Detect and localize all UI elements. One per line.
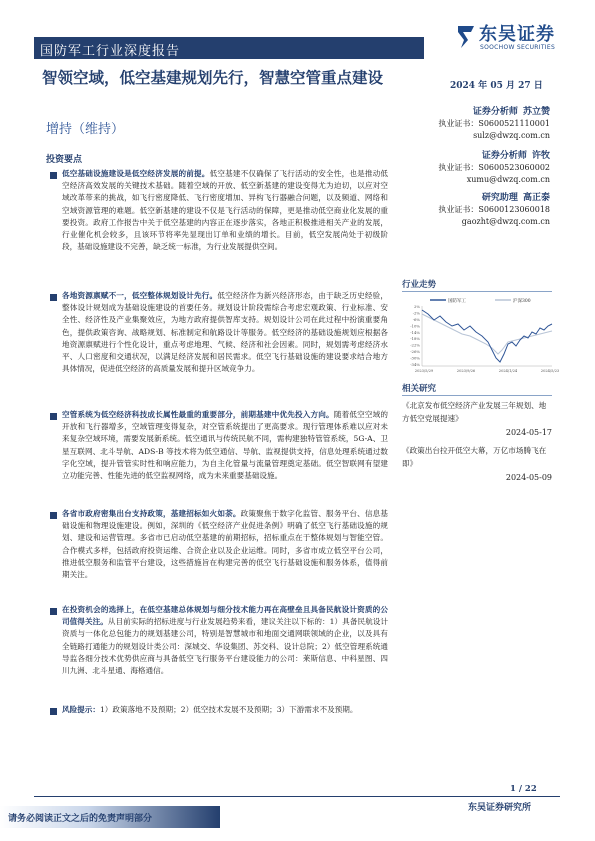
bullet-icon <box>50 413 57 420</box>
related-date-2: 2024-05-09 <box>505 473 552 482</box>
legend-label-1: 国防军工 <box>448 299 466 304</box>
report-category: 国防军工行业深度报告 <box>40 44 181 59</box>
x-tick-label: 2024/1/24 <box>498 369 518 373</box>
y-tick-label: -6% <box>412 316 420 322</box>
point-3 <box>62 409 388 504</box>
rating: 增持（维持） <box>46 122 125 137</box>
analyst-name: 高正泰 <box>522 193 550 203</box>
point-1-lead: 低空基础设施建设是低空经济发展的前提。 <box>62 169 210 178</box>
point-3-text: 随着低空空域的开放和飞行器增多，空域管理变得复杂，对空管系统提出了更高要求。现行管理体系难以应对未来复杂空域环境，需要发展新系统。低空通讯与传统民航不同，需构建独特管管系统，5G-A、卫星互联网、北斗导航、ADS-B 等技术将为低空通信、导航、监视提供支持，信息处理系统通过数字化空域，提升管管实时性和响应能力，为自主化管量与流量管理奠定基础。低空智联网有望建立功能完善、性能先进的低空监视网络，成为未来重要基础设施。 <box>62 410 389 481</box>
point-2-text: 低空经济作为新兴经济形态，由于缺乏历史经验，整体设计规划成为基础设施建设的首要任务。规划设计阶段需综合考虑宏观政策、行业标准、安全性、经济性及产业集聚效应，为地方政府提供智库支持。规划设计公司在此过程中扮演重要角色，提供政策咨询、战略规划、标准制定和航路设计等服务。低空经济的基础设施规划应根据各地资源禀赋进行个性化设计，重点考虑地理、气候、经济和社会因素。同时，规划需考虑经济水平、人口密度和交通状况，以满足经济发展和居民需求。低空飞行基础设施的建设要求结合地方具体情况，促进低空经济的高质量发展和提升区域竞争力。 <box>62 291 389 374</box>
point-5 <box>62 604 388 699</box>
trend-chart <box>400 296 560 376</box>
point-2 <box>62 290 388 400</box>
report-title: 智领空域，低空基建规划先行，智慧空管重点建设 <box>42 68 384 87</box>
y-tick-label: -22% <box>410 342 420 348</box>
point-6-lead: 风险提示： <box>62 705 100 714</box>
cert-label: 执业证书： <box>438 205 479 214</box>
point-5-text: 从目前实际的招标进度与行业发展趋势来看，建议关注以下标的：1）具备民航设计资质与一体化总包能力的规划基建公司，特别是智慧城市和地面交通网联领域的企业，以及具有全链路打通能力的规划设计类公司：深城交、华设集团、苏交科、设计总院；2）低空管理系统通导监各细分技术优势供应商与具备低空飞行服务平台建设能力的公司：莱斯信息、中科星图、四川九洲、北斗星通、海格通信。 <box>62 617 389 676</box>
analyst-email[interactable]: gaozht@dwzq.com.cn <box>461 217 550 226</box>
analyst-email[interactable]: sulz@dwzq.com.cn <box>473 131 550 140</box>
point-3-lead: 空管系统为低空经济科技成长属性最重的重要部分，前期基建中优先投入方向。 <box>62 410 334 419</box>
analyst-role: 证券分析师 <box>472 107 518 117</box>
point-2-lead: 各地资源禀赋不一，低空整体规划设计先行。 <box>62 291 218 300</box>
x-tick-label: 2023/9/26 <box>456 369 476 373</box>
bullet-icon <box>50 172 57 179</box>
y-tick-label: -10% <box>410 323 420 329</box>
point-5-lead: 在投资机会的选择上，在低空基建总体规划与细分技术能力再在高壁垒且具备民航设计资质的公司值得关注。 <box>62 605 388 627</box>
trend-legend <box>430 297 531 304</box>
point-1 <box>62 168 388 288</box>
summary-heading: 投资要点 <box>46 155 83 165</box>
y-tick-labels <box>410 304 420 367</box>
y-tick-label: -26% <box>410 349 420 355</box>
y-tick-label: -30% <box>410 355 420 361</box>
series-hs300 <box>422 314 552 354</box>
logo-mark-icon <box>455 22 477 50</box>
divider <box>402 395 552 396</box>
report-date: 2024 年 05 月 27 日 <box>450 81 543 91</box>
analyst-2 <box>400 150 550 186</box>
y-tick-label: 2% <box>413 304 420 309</box>
related-item-1[interactable]: 《北京发布低空经济产业发展三年规划、地方低空党展提速》 <box>402 401 547 423</box>
analyst-1 <box>400 106 550 142</box>
point-4 <box>62 508 388 596</box>
cert-number: S0600521110001 <box>478 119 550 128</box>
y-tick-label: -18% <box>410 336 420 342</box>
x-tick-label: 2024/5/23 <box>540 369 560 373</box>
point-4-lead: 各省市政府密集出台支持政策，基建招标如火如荼。 <box>62 509 241 518</box>
point-1-text: 低空基建不仅确保了飞行活动的安全性，也是推动低空经济高效发展的关键技术基础。随着空域的开放、低空新基建的建设变得尤为迫切，以应对空域改革带来的挑战，如飞行密度降低、飞行密度增加、异构飞行器融合问题，以及频道、网络和空域资源管理的难题。低空新基建的建设不仅是飞行活动的保障，更是推动低空商业化发展的重要投资。政府工作报告中关于低空基建的内容正在逐步落实，各地正积极推进相关产业的发展，行业催化机会较多，且该环节将率先显现出订单和业绩的增长。目前，低空发展尚处于初级阶段，基础设施建设不完善，缺乏统一标准，为行业发展提供空间。 <box>62 169 389 252</box>
point-6-text: 1）政策落地不及预期；2）低空技术发展不及预期；3）下游需求不及预期。 <box>99 705 358 714</box>
cert-number: S0600123060018 <box>478 205 550 214</box>
trend-heading: 行业走势 <box>402 280 437 290</box>
bullet-icon <box>50 512 57 519</box>
cert-label: 执业证书： <box>438 119 479 128</box>
footer-divider <box>34 796 560 797</box>
bullet-icon <box>50 608 57 615</box>
analyst-role: 研究助理 <box>481 193 518 203</box>
analyst-name: 许牧 <box>531 151 550 161</box>
analyst-email[interactable]: xumu@dwzq.com.cn <box>466 175 550 184</box>
y-tick-label: -2% <box>412 310 420 316</box>
cert-label: 执业证书： <box>438 163 479 172</box>
x-tick-labels <box>415 369 560 373</box>
related-heading: 相关研究 <box>402 384 437 394</box>
disclaimer-band <box>0 806 220 828</box>
legend-label-2: 沪深300 <box>513 299 531 304</box>
bullet-icon <box>50 294 57 301</box>
point-6 <box>62 704 388 734</box>
analyst-name: 苏立赞 <box>522 107 550 117</box>
disclaimer-text[interactable]: 请务必阅读正文之后的免责声明部分 <box>8 814 153 824</box>
logo-cn: 东吴证券 <box>479 24 555 45</box>
point-4-text: 政策聚焦于数字化监管、服务平台、信息基础设施和物理设施建设。例如，深圳的《低空经济产业促进条例》明确了低空飞行基础设施的规划、建设和运营管理。多省市已启动低空基建的前期招标，招标重点在于整体规划与智能空管。合作模式多样，包括政府投资运维、合资企业以及企业运维。同时，多省市成立低空平台公司，推进低空服务和监管平台建设，这些措施旨在构建完善的低空飞行基础设施和服务体系，值得前期关注。 <box>62 509 389 580</box>
cert-number: S0600523060002 <box>478 163 550 172</box>
y-tick-label: -14% <box>410 329 420 335</box>
analyst-3 <box>400 192 550 228</box>
divider <box>402 291 552 292</box>
x-tick-label: 2023/5/29 <box>414 369 434 373</box>
report-category-band <box>34 37 424 59</box>
page-number: 1 / 22 <box>510 784 537 794</box>
related-item-2[interactable]: 《政策出台拉开低空大幕，万亿市场腾飞在即》 <box>402 446 547 468</box>
related-date-1: 2024-05-17 <box>505 428 552 437</box>
y-tick-label: -34% <box>410 362 420 367</box>
analyst-role: 证券分析师 <box>481 151 527 161</box>
footer-brand: 东吴证券研究所 <box>468 803 532 813</box>
logo-en: SOOCHOW SECURITIES <box>480 44 556 51</box>
bullet-icon <box>50 708 57 715</box>
brand-logo <box>455 20 565 56</box>
